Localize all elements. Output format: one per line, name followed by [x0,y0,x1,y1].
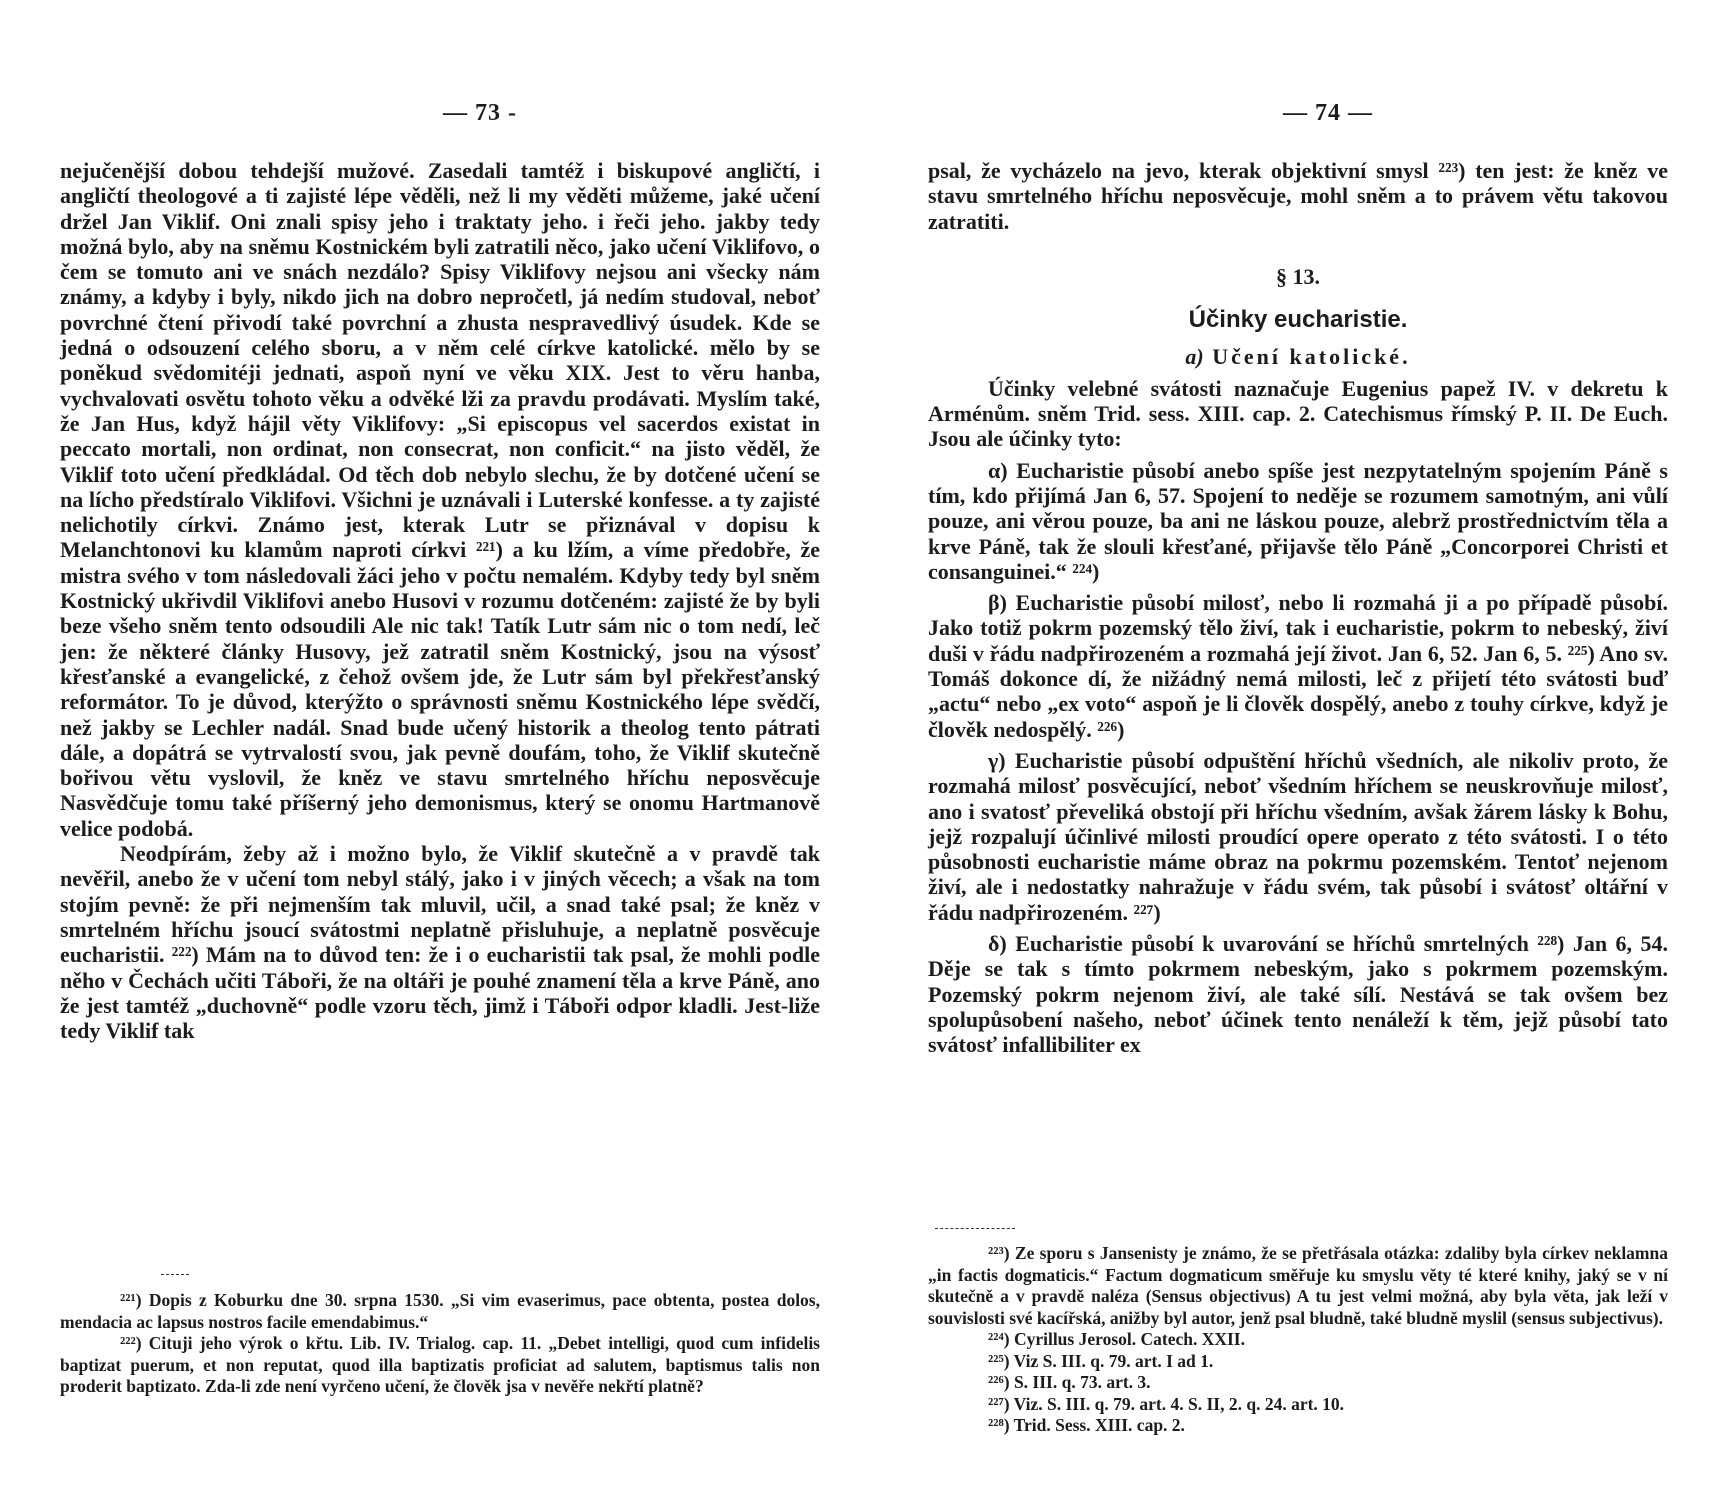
footnotes [928,1243,1668,1437]
footnote-divider [161,1274,189,1275]
list-item: α) Eucharistie působí anebo spíše jest nezpytatelným spojením Páně s tím, kdo přijímá Jan 6, 57. Spojení to neděje se rozumem samotným, ani vůlí pouze, ani věrou pouze, ba ani ne láskou pouze, alebrž prostřednictvím těla a krve Páně, tak že slouli křesťané, přijavše tělo Páně „Concorporei Christi et consanguinei.“ ²²⁴) [928,457,1668,584]
footnote: ²²¹) Dopis z Koburku dne 30. srpna 1530. „Si vim evaserimus, pace obtenta, postea dolos, mendacia ac lapsus nostros facile emendabimus.“ [60,1290,820,1332]
footnote: ²²⁸) Trid. Sess. XIII. cap. 2. [988,1415,1185,1435]
section-number: § 13. [1276,263,1320,289]
footnote: ²²⁴) Cyrillus Jerosol. Catech. XXII. [988,1329,1245,1349]
subsection-letter: a) [1185,344,1204,370]
paragraph: psal, že vycházelo na jevo, kterak objektivní smysl ²²³) ten jest: že kněz ve stavu smrtelného hříchu neposvěcuje, mohl sněm a to právem větu takovou zatratiti. [928,158,1668,234]
footnote: ²²²) Cituji jeho výrok o křtu. Lib. IV. Trialog. cap. 11. „Debet intelligi, quod cum infidelis baptizat puerum, et non reputat, quod illa baptizatis proficiat ad salutem, baptismus talis non proderit baptizato. Zda-li zde není vyrčeno učení, že člověk jsa v nevěře nekřtí platně? [60,1333,820,1396]
footnote: ²²⁶) S. III. q. 73. art. 3. [988,1372,1151,1392]
footnotes [60,1290,820,1398]
paragraph: Účinky velebné svátosti naznačuje Eugenius papež IV. v dekretu k Arménům. sněm Trid. sess. XIII. cap. 2. Catechismus římský P. II. De Euch. Jsou ale účinky tyto: [928,375,1668,452]
page-number: — 74 — [1283,100,1373,126]
left-page [60,0,820,1500]
right-page [928,0,1668,1500]
footnote-divider [935,1228,1015,1229]
paragraph: Neodpírám, žeby až i možno bylo, že Viklif skutečně a v pravdě tak nevěřil, anebo že v učení tom nebyl stálý, jako i v jiných věcech; a však na tom stojím pevně: že při nejmenším tak mluvil, učil, a snad také psal; že kněz v smrtelném hříchu jsoucí svátostmi neplatně přisluhuje, a neplatně posvěcuje eucharistii. ²²²) Mám na to důvod ten: že i o eucharistii tak psal, že mohli podle něho v Čechách učiti Táboři, že na oltáři je pouhé znamení těla a krve Páně, ano že jest tamtéž „duchovně“ podle vzoru těch, jimž i Táboři odpor kladli. Jest-liže tedy Viklif tak [60,841,820,1044]
page-body [60,158,820,1043]
page-number: — 73 - [443,100,517,126]
footnote: ²²⁵) Viz S. III. q. 79. art. I ad 1. [988,1350,1214,1371]
page-body [928,158,1668,1058]
paragraph: nejučenější dobou tehdejší mužové. Zasedali tamtéž i biskupové angličtí, i angličtí theologové a ti zajisté lépe věděli, než li my věděti můžeme, jaké učení držel Jan Viklif. Oni znali spisy jeho i traktaty jeho. i řeči jeho. jakby tedy možná bylo, aby na sněmu Kostnickém byli zatratili něco, jako učení Viklifovo, o čem se tomuto ani ve snách nezdálo? Spisy Viklifovy nejsou ani všecky nám známy, a kdyby i byly, nikdo jich na dobro nepročetl, já nedím studoval, neboť povrchné čtení přivodí také povrchní a zhusta nespravedlivý úsudek. Kde se jedná o odsouzení celého sboru, a v něm celé církve katolické. mělo by se poněkud svědomitéji jednati, aspoň nyní ve věku XIX. Jest to věru hanba, vychvalovati osvětu tohoto věku a odvěké lži za pravdu prodávati. Myslím také, že Jan Hus, když hájil věty Viklifovy: „Si episcopus vel sacerdos existat in peccato mortali, non ordinat, non consecrat, non conficit.“ na jisto věděl, že Viklif toto učení předkládal. Od těch dob nebylo slechu, že by dotčené učení se na lícho předstíralo Viklifovi. Všichni je uznávali i Luterské konfesse. a ty zajisté nelichotily církvi. Známo jest, kterak Lutr se přiznával v dopisu k Melanchtonovi ku klamům naproti církvi ²²¹) a ku lžím, a víme předobře, že mistra svého v tom následovali žáci jeho v počtu nemalém. Kdyby tedy byl sněm Kostnický ukřivdil Viklifovi anebo Husovi v rozumu dotčeném: zajisté že by byli beze všeho sněm tento odsoudili Ale nic tak! Tatík Lutr sám nic o tom nedí, leč jen: že některé články Husovy, jež zatratil sněm Kostnický, jsou na výsosť křesťanské a evangelické, z čehož ovšem jde, že Lutr sám byl překřesťanský reformátor. To je důvod, kterýžto o správnosti sněmu Kostnického lépe svědčí, než jakby se Lechler nadál. Snad bude učený historik a theolog tento pátrati dále, a dopátrá se vytrvalostí svou, jak pevně doufám, toho, že Viklif skutečně bořivou větu vyslovil, že kněz ve stavu smrtelného hříchu neposvěcuje Nasvědčuje tomu také příšerný jeho demonismus, který se onomu Hartmanově velice podobá. [60,158,820,841]
footnote: ²²⁷) Viz. S. III. q. 79. art. 4. S. II, 2. q. 24. art. 10. [988,1393,1345,1414]
subsection-text: Učení katolické. [1212,344,1411,370]
list-item: β) Eucharistie působí milosť, nebo li rozmahá ji a po případě působí. Jako totiž pokrm pozemský tělo živí, tak i eucharistie, pokrm to nebeský, živí duši v řádu nadpřirozeném a rozmahá její život. Jan 6, 52. Jan 6, 5. ²²⁵) Ano sv. Tomáš dokonce dí, že nižádný nemá milosti, leč z přijetí této svátosti buď „actu“ nebo „ex voto“ aspoň je li člověk dospělý, anebo z touhy církve, když je člověk nedospělý. ²²⁶) [928,590,1668,742]
subsection-title [928,344,1668,369]
list-item: δ) Eucharistie působí k uvarování se hříchů smrtelných ²²⁸) Jan 6, 54. Děje se tak s tímto pokrmem nebeským, jako s pokrmem pozemským. Pozemský pokrm nejenom živí, ale také sílí. Nestává se tak ovšem bez spolupůsobení našeho, neboť účinek tento nenáleží k těm, jejž působí tato svátosť infallibiliter ex [928,931,1668,1058]
list-item: γ) Eucharistie působí odpuštění hříchů všedních, ale nikoliv proto, že rozmahá milosť posvěcující, neboť všedním hříchem se neuskrovňuje milosť, ano i svatosť převeliká obstojí při hříchu všedním, avšak žárem lásky k Bohu, jejž rozpalují účinlivé milosti proudící opere operato z této svátosti. I o této působnosti eucharistie máme obraz na pokrmu pozemském. Tentoť nejenom živí, ale i nedostatky nahražuje v řádu svém, tak působí i svátosť oltářní v řádu nadpřirozeném. ²²⁷) [928,747,1668,925]
footnote: ²²³) Ze sporu s Jansenisty je známo, že se přetřásala otázka: zdaliby byla církev neklamna „in factis dogmaticis.“ Factum dogmaticum směřuje ku smyslu věty té které knihy, jaký se v ní skutečně a v pravdě naléza (Sensus objectivus) A tu jest velmi možná, aby byla věta, jak leží v souvislosti své kacířská, anižby byl autor, jenž psal bludně, také bludně myslil (sensus subjectivus). [928,1243,1668,1328]
section-title: Účinky eucharistie. [1188,306,1408,334]
